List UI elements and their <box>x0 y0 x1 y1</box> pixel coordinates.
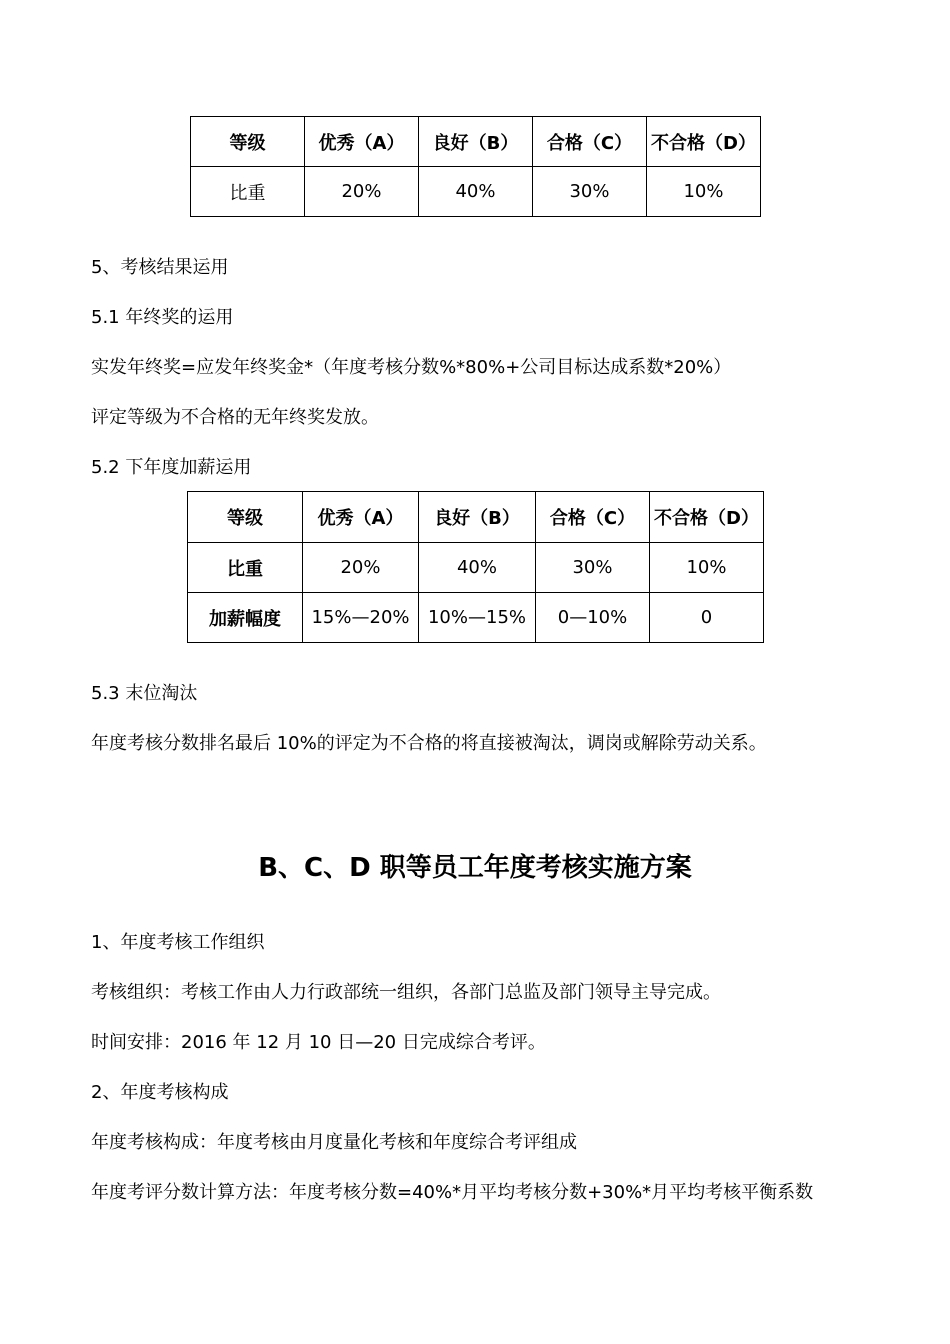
table-cell: 30% <box>533 167 647 217</box>
table-cell: 15%—20% <box>303 593 419 643</box>
table-row <box>191 167 761 217</box>
schedule-text: 时间安排：2016 年 12 月 10 日—20 日完成综合考评。 <box>91 1032 546 1053</box>
table-cell: 30% <box>536 543 650 593</box>
bonus-formula: 实发年终奖=应发年终奖金*（年度考核分数%*80%+公司目标达成系数*20%） <box>91 357 732 378</box>
table-cell: 40% <box>419 167 533 217</box>
table-cell: 0 <box>650 593 764 643</box>
table-header-row <box>188 492 764 543</box>
table-row <box>188 543 764 593</box>
subsection-raise: 5.2 下年度加薪运用 <box>91 457 252 478</box>
row-label-raise: 加薪幅度 <box>188 593 303 643</box>
header-cell-pass: 合格（C） <box>536 492 650 543</box>
table-cell: 10%—15% <box>419 593 536 643</box>
table-cell: 10% <box>647 167 761 217</box>
table-cell: 20% <box>303 543 419 593</box>
table-cell: 40% <box>419 543 536 593</box>
header-cell-grade: 等级 <box>188 492 303 543</box>
calculation-method-text: 年度考评分数计算方法：年度考核分数=40%*月平均考核分数+30%*月平均考核平衡系数 <box>91 1182 814 1203</box>
table-cell: 0—10% <box>536 593 650 643</box>
section-heading-composition: 2、年度考核构成 <box>91 1082 229 1103</box>
header-cell-good: 良好（B） <box>419 492 536 543</box>
subsection-year-end-bonus: 5.1 年终奖的运用 <box>91 307 234 328</box>
subsection-elimination: 5.3 末位淘汰 <box>91 683 198 704</box>
table-cell: 20% <box>305 167 419 217</box>
section-heading-results: 5、考核结果运用 <box>91 257 229 278</box>
table-row <box>188 593 764 643</box>
header-cell-grade: 等级 <box>191 117 305 167</box>
composition-text: 年度考核构成：年度考核由月度量化考核和年度综合考评组成 <box>91 1132 577 1153</box>
organization-text: 考核组织：考核工作由人力行政部统一组织，各部门总监及部门领导主导完成。 <box>91 982 721 1003</box>
elimination-text: 年度考核分数排名最后 10%的评定为不合格的将直接被淘汰，调岗或解除劳动关系。 <box>91 733 767 754</box>
bonus-note: 评定等级为不合格的无年终奖发放。 <box>91 407 379 428</box>
header-cell-pass: 合格（C） <box>533 117 647 167</box>
row-label-weight: 比重 <box>188 543 303 593</box>
header-cell-fail: 不合格（D） <box>647 117 761 167</box>
header-cell-excellent: 优秀（A） <box>303 492 419 543</box>
header-cell-excellent: 优秀（A） <box>305 117 419 167</box>
table-cell: 10% <box>650 543 764 593</box>
header-cell-fail: 不合格（D） <box>650 492 764 543</box>
header-cell-good: 良好（B） <box>419 117 533 167</box>
page-title: B、C、D 职等员工年度考核实施方案 <box>258 853 692 883</box>
grade-weight-table <box>190 116 761 217</box>
section-heading-organization: 1、年度考核工作组织 <box>91 932 265 953</box>
row-label-weight: 比重 <box>191 167 305 217</box>
table-header-row <box>191 117 761 167</box>
grade-raise-table <box>187 491 764 643</box>
